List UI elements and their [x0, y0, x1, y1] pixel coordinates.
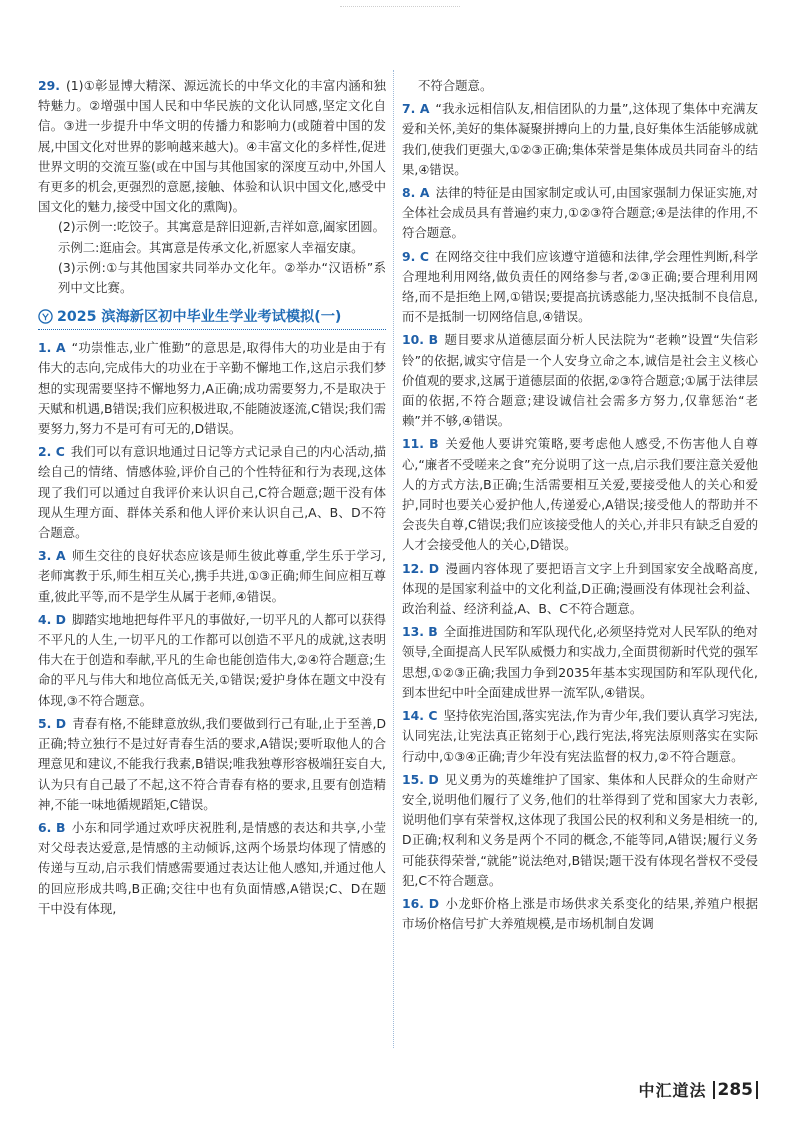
answer-29-part3: 示例二:逛庙会。其寓意是传承文化,祈愿家人幸福安康。 — [58, 239, 364, 255]
page-footer — [638, 1078, 758, 1101]
page-top-decoration — [340, 6, 460, 13]
section-badge-icon — [38, 309, 53, 324]
answer-text: “我永远相信队友,相信团队的力量”,这体现了集体中充满友爱和关怀,美好的集体凝聚拼搏向上的力量,良好集体生活能够成就我们,使我们更强大,①②③正确;集体荣誉是集体成员共同奋斗的结果,④错误。 — [402, 101, 758, 177]
answer-text: 漫画内容体现了要把语言文字上升到国家安全战略高度,体现的是国家利益中的文化利益,D正确;漫画没有体现社会利益、政治利益、经济利益,A、B、C不符合题意。 — [402, 560, 758, 617]
answer-number: 4. D — [38, 611, 66, 627]
answer-29-part1: (1)①彰显博大精深、源远流长的中华文化的丰富内涵和独特魅力。②增强中国人民和中华民族的文化认同感,坚定文化自信。③进一步提升中华文明的传播力和影响力(或随着中国的发展,中国文化对世界的影响越来越大)。④丰富文化的多样性,促进世界文明的交流互鉴(或在中国与其他国家的深度互动中,外国人有更多的机会,更强烈的意愿,接触、体验和认识中国文化,感受中国文化的魅力,接受中国文化的熏陶)。 — [38, 78, 386, 215]
answer-number: 6. B — [38, 819, 66, 835]
left-column — [38, 76, 386, 922]
answer-text: 小龙虾价格上涨是市场供求关系变化的结果,养殖户根据市场价格信号扩大养殖规模,是市场机制自发调 — [402, 895, 758, 932]
answer-text: 我们可以有意识地通过日记等方式记录自己的内心活动,描绘自己的情绪、情感体验,评价自己的个性特征和行为表现,这体现了我们可以通过自我评价来认识自己,C符合题意;题干没有体现从生理方面、群体关系和他人评价来认识自己,A、B、D不符合题意。 — [38, 444, 386, 541]
answer-item — [38, 442, 386, 543]
answer-item — [402, 706, 758, 767]
answer-29-part2: (2)示例一:吃饺子。其寓意是辞旧迎新,吉祥如意,阖家团圆。 — [58, 219, 385, 235]
answer-29-part4: (3)示例:①与其他国家共同举办文化年。②举办“汉语桥”系列中文比赛。 — [58, 259, 386, 296]
answer-text: 见义勇为的英雄维护了国家、集体和人民群众的生命财产安全,说明他们履行了义务,他们的壮举得到了党和国家大力表彰,说明他们享有荣誉权,这体现了我国公民的权利和义务是相统一的,D正确;权利和义务是两个不同的概念,不能等同,A错误;履行义务可能获得荣誉,“就能”说法绝对,B错误;题干没有体现名誉权不受侵犯,C不符合题意。 — [402, 771, 758, 888]
answer-number: 9. C — [402, 248, 429, 264]
answer-item — [402, 622, 758, 703]
answer-text: 关爱他人要讲究策略,要考虑他人感受,不伤害他人自尊心,“廉者不受嗟来之食”充分说明了这一点,启示我们要注意关爱他人的方式方法,B正确;生活需要相互关爱,要接受他人的关心和爱护,同时也要关心爱护他人,传递爱心,A错误;接受他人的帮助并不会丧失自尊,C错误;我们应该接受他人的关心,并非只有缺乏自爱的人才会接受他人的关心,D错误。 — [402, 436, 758, 553]
answer-text: 在网络交往中我们应该遵守道德和法律,学会理性判断,科学合理地利用网络,做负责任的网络参与者,②③正确;要合理利用网络,而不是拒绝上网,①错误;要提高抗诱惑能力,坚决抵制不良信息,而不是抵制一切网络信息,④错误。 — [402, 248, 758, 325]
answer-number: 12. D — [402, 560, 440, 576]
answer-text: 坚持依宪治国,落实宪法,作为青少年,我们要认真学习宪法,认同宪法,让宪法真正铭刻于心,践行宪法,将宪法原则落实在实际行动中,①③④正确;青少年没有宪法监督的权力,②不符合题意。 — [402, 708, 758, 764]
answer-item — [402, 559, 758, 620]
answer-item — [402, 99, 758, 180]
answer-item — [38, 714, 386, 815]
answer-text: 法律的特征是由国家制定或认可,由国家强制力保证实施,对全体社会成员具有普遍约束力,①②③符合题意;④是法律的作用,不符合题意。 — [402, 185, 758, 241]
answer-item — [38, 610, 386, 711]
section-title — [38, 306, 386, 330]
book-name: 中汇道法 — [638, 1081, 707, 1100]
answer-item — [38, 338, 386, 439]
answer-number: 1. A — [38, 340, 66, 356]
answer-number: 16. D — [402, 895, 440, 911]
answer-number: 8. A — [402, 185, 430, 201]
answer-text: 题目要求从道德层面分析人民法院为“老赖”设置“失信彩铃”的依据,诚实守信是一个人安身立命之本,诚信是社会主义核心价值观的要求,这属于道德层面的依据,②③符合题意;①属于法律层面的依据,不符合题意;建设诚信社会需多方努力,仅靠惩治“老赖”并不够,④错误。 — [402, 332, 758, 429]
answer-item — [402, 434, 758, 555]
answer-item — [402, 770, 758, 891]
answer-text: 全面推进国防和军队现代化,必须坚持党对人民军队的绝对领导,全面提高人民军队威慑力和实战力,全面贯彻新时代党的强军思想,①②③正确;我国力争到2035年基本实现国防和军队现代化,到本世纪中叶全面建成世界一流军队,④错误。 — [402, 624, 758, 700]
answer-item — [402, 183, 758, 244]
column-divider — [393, 70, 394, 1048]
answer-item — [402, 894, 758, 934]
answer-number: 2. C — [38, 444, 65, 460]
answer-29 — [38, 76, 386, 298]
section-title-text: 2025 滨海新区初中毕业生学业考试模拟(一) — [57, 309, 342, 326]
answer-text: 师生交往的良好状态应该是师生彼此尊重,学生乐于学习,老师寓教于乐,师生相互关心,携手共进,①③正确;师生间应相互尊重,彼此平等,而不是学生从属于老师,④错误。 — [38, 548, 386, 604]
answer-number: 29. — [38, 78, 60, 93]
answer-text: “功崇惟志,业广惟勤”的意思是,取得伟大的功业是由于有伟大的志向,完成伟大的功业在于辛勤不懈地工作,这启示我们梦想的实现需要坚持不懈地努力,A正确;成功需要努力,不是取决于天赋和机遇,B错误;我们应积极进取,不能随波逐流,C错误;我们需要努力,努力不是可有可无的,D错误。 — [38, 340, 387, 437]
answer-item — [38, 818, 386, 919]
answer-number: 15. D — [402, 771, 439, 787]
answer-number: 13. B — [402, 624, 438, 640]
answer-continuation: 不符合题意。 — [418, 78, 493, 93]
answer-text: 小东和同学通过欢呼庆祝胜利,是情感的表达和共享,小莹对父母表达爱意,是情感的主动倾诉,这两个场景均体现了情感的传递与互动,启示我们情感需要通过表达让他人感知,并通过他人的回应形成共鸣,B正确;交往中也有负面情感,A错误;C、D在题干中没有体现, — [38, 819, 386, 916]
answer-number: 14. C — [402, 708, 438, 724]
answer-number: 3. A — [38, 548, 66, 564]
answer-number: 7. A — [402, 101, 430, 117]
answer-item — [402, 330, 758, 431]
answer-text: 脚踏实地地把每件平凡的事做好,一切平凡的人都可以获得不平凡的人生,一切平凡的工作都可以创造不平凡的成就,这表明伟大在于创造和奉献,平凡的生命也能创造伟大,②④符合题意;生命的平凡与伟大和地位高低无关,①错误;爱护身体在题文中没有体现,③不符合题意。 — [38, 611, 386, 708]
page-number: 285 — [713, 1081, 759, 1099]
answer-number: 10. B — [402, 332, 439, 348]
answer-text: 青春有格,不能肆意放纵,我们要做到行己有耻,止于至善,D正确;特立独行不是过好青春生活的要求,A错误;要听取他人的合理意见和建议,不能我行我素,B错误;唯我独尊形容极端狂妄自大,认为只有自己最了不起,这不符合青春有格的要求,且要有创造精神,不能一味地循规蹈矩,C错误。 — [38, 715, 386, 812]
answer-number: 11. B — [402, 436, 439, 452]
right-column — [402, 76, 758, 937]
answer-number: 5. D — [38, 715, 67, 731]
answer-item — [38, 546, 386, 607]
answer-item — [402, 247, 758, 328]
